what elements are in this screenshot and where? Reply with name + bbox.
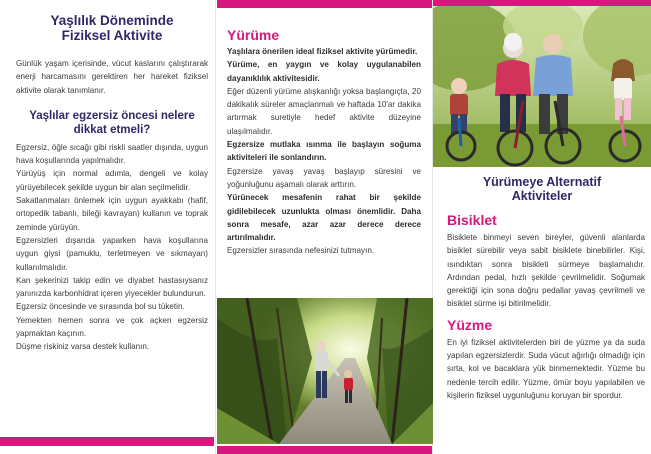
- tip-item: Sakatlanmaları önlemek için uygun ayakkabı (hafif, ortopedik tabanlı, bileği kavrayan) kullanın ve toprak zeminde yürüyün.: [16, 196, 208, 232]
- walking-photo-illustration: [217, 298, 433, 444]
- walking-heading: Yürüme: [227, 27, 280, 43]
- walking-paragraph-3: Eğer düzenli yürüme alışkanlığı yoksa başlangıçta, 20 dakikalık süreler amaçlanmalı ve haftada 10'ar dakika artırmak suretiyle hedef aktivite düzeyine ulaşılmalıdır.: [227, 86, 421, 136]
- right-title-line-1: Yürümeye Alternatif: [482, 175, 602, 189]
- left-title-line-2: Fiziksel Aktivite: [61, 28, 163, 43]
- intro-paragraph: Günlük yaşam içerisinde, vücut kaslarını çalıştırarak enerji harcamasını gerektiren her hareket fiziksel aktivite olarak tanımlanır.: [16, 59, 208, 95]
- left-panel-title: [16, 13, 208, 43]
- swimming-heading: Yüzme: [447, 316, 493, 333]
- walking-photo: [217, 298, 433, 444]
- walking-paragraph-7: Egzersizler sırasında nefesinizi tutmayın.: [227, 246, 375, 256]
- tip-item: Yürüyüş için normal adımla, dengeli ve kolay yürüyebilecek şekilde uygun bir alan seçilmelidir.: [16, 169, 208, 192]
- walking-paragraph-1: Yaşlılara önerilen ideal fiziksel aktivite yürümedir.: [227, 47, 418, 56]
- left-subtitle-line-2: dikkat etmeli?: [73, 123, 151, 136]
- walking-paragraph-5: Egzersize yavaş yavaş başlayıp süresini ve yoğunluğunu aşamalı olarak arttırın.: [227, 166, 421, 189]
- walking-paragraph-4: Egzersize mutlaka ısınma ile başlayın soğuma aktiviteleri ile sonlandırın.: [227, 140, 421, 163]
- tip-item: Egzersiz öncesinde ve sırasında bol su tüketin.: [16, 302, 185, 312]
- right-panel: [433, 0, 651, 454]
- right-panel-title: [441, 175, 643, 203]
- right-title-line-2: Aktiviteler: [511, 189, 573, 203]
- walking-paragraph-6: Yürünecek mesafenin rahat bir şekilde gidilebilecek uzunlukta olması önemlidir. Daha sonra mesafe, azar azar derece derece artırılmalıdır.: [227, 193, 421, 243]
- left-panel: [0, 0, 214, 454]
- left-panel-subtitle: [16, 109, 208, 137]
- left-subtitle-line-1: Yaşlılar egzersiz öncesi nelere: [29, 109, 195, 122]
- tip-item: Kan şekerinizi takip edin ve diyabet hastasıysanız yanınızda karbonhidrat içeren yiyecekler bulundurun.: [16, 275, 208, 299]
- fold-line-1: [215, 0, 216, 454]
- left-title-line-1: Yaşlılık Döneminde: [50, 13, 174, 28]
- tip-item: Egzersiz, öğle sıcağı gibi riskli saatler dışında, uygun hava koşullarında yapılmalıdır.: [16, 142, 208, 166]
- tip-item: Egzersizleri dışarıda yaparken hava koşullarına uygun giysi (pamuklu, terletmeyen ve sıkmayan) kullanılmalıdır.: [16, 235, 208, 272]
- swimming-paragraph: En iyi fiziksel aktivitelerden biri de yüzme ya da suda yapılan egzersizlerdir. Suda vücut ağırlığı olmadığı için sırta, kol ve bacaklara yük binmemektedir. Yüzme bu nedenle tercih edilir. Yüzme, ömür boyu yapılabilen ve kişilerin fiziksel uygunluğunu koruyan bir spordur.: [447, 337, 645, 400]
- right-panel-body: [447, 212, 645, 402]
- cycling-paragraph: Bisiklete binmeyi seven bireyler, güvenli alanlarda bisiklet sürebilir veya sabit bisiklete binebilirler. Kişi, ısındıktan sonra bisikleti sürmeye başlamalıdır. Ardından pedal, hızlı şekilde çevrilmelidir. Soğumak gerektiği için sona doğru pedallar yavaş çevrilmeli ve bisiklet sürme işi bitirilmelidir.: [447, 233, 645, 309]
- tip-item: Düşme riskiniz varsa destek kullanın.: [16, 342, 150, 352]
- tip-item: Yemekten hemen sonra ve çok açken egzersiz yapmaktan kaçının.: [16, 315, 208, 339]
- cycling-heading: Bisiklet: [447, 212, 497, 228]
- walking-paragraph-2: Yürüme, en yaygın ve kolay uygulanabilen dayanıklılık aktivitesidir.: [227, 60, 421, 83]
